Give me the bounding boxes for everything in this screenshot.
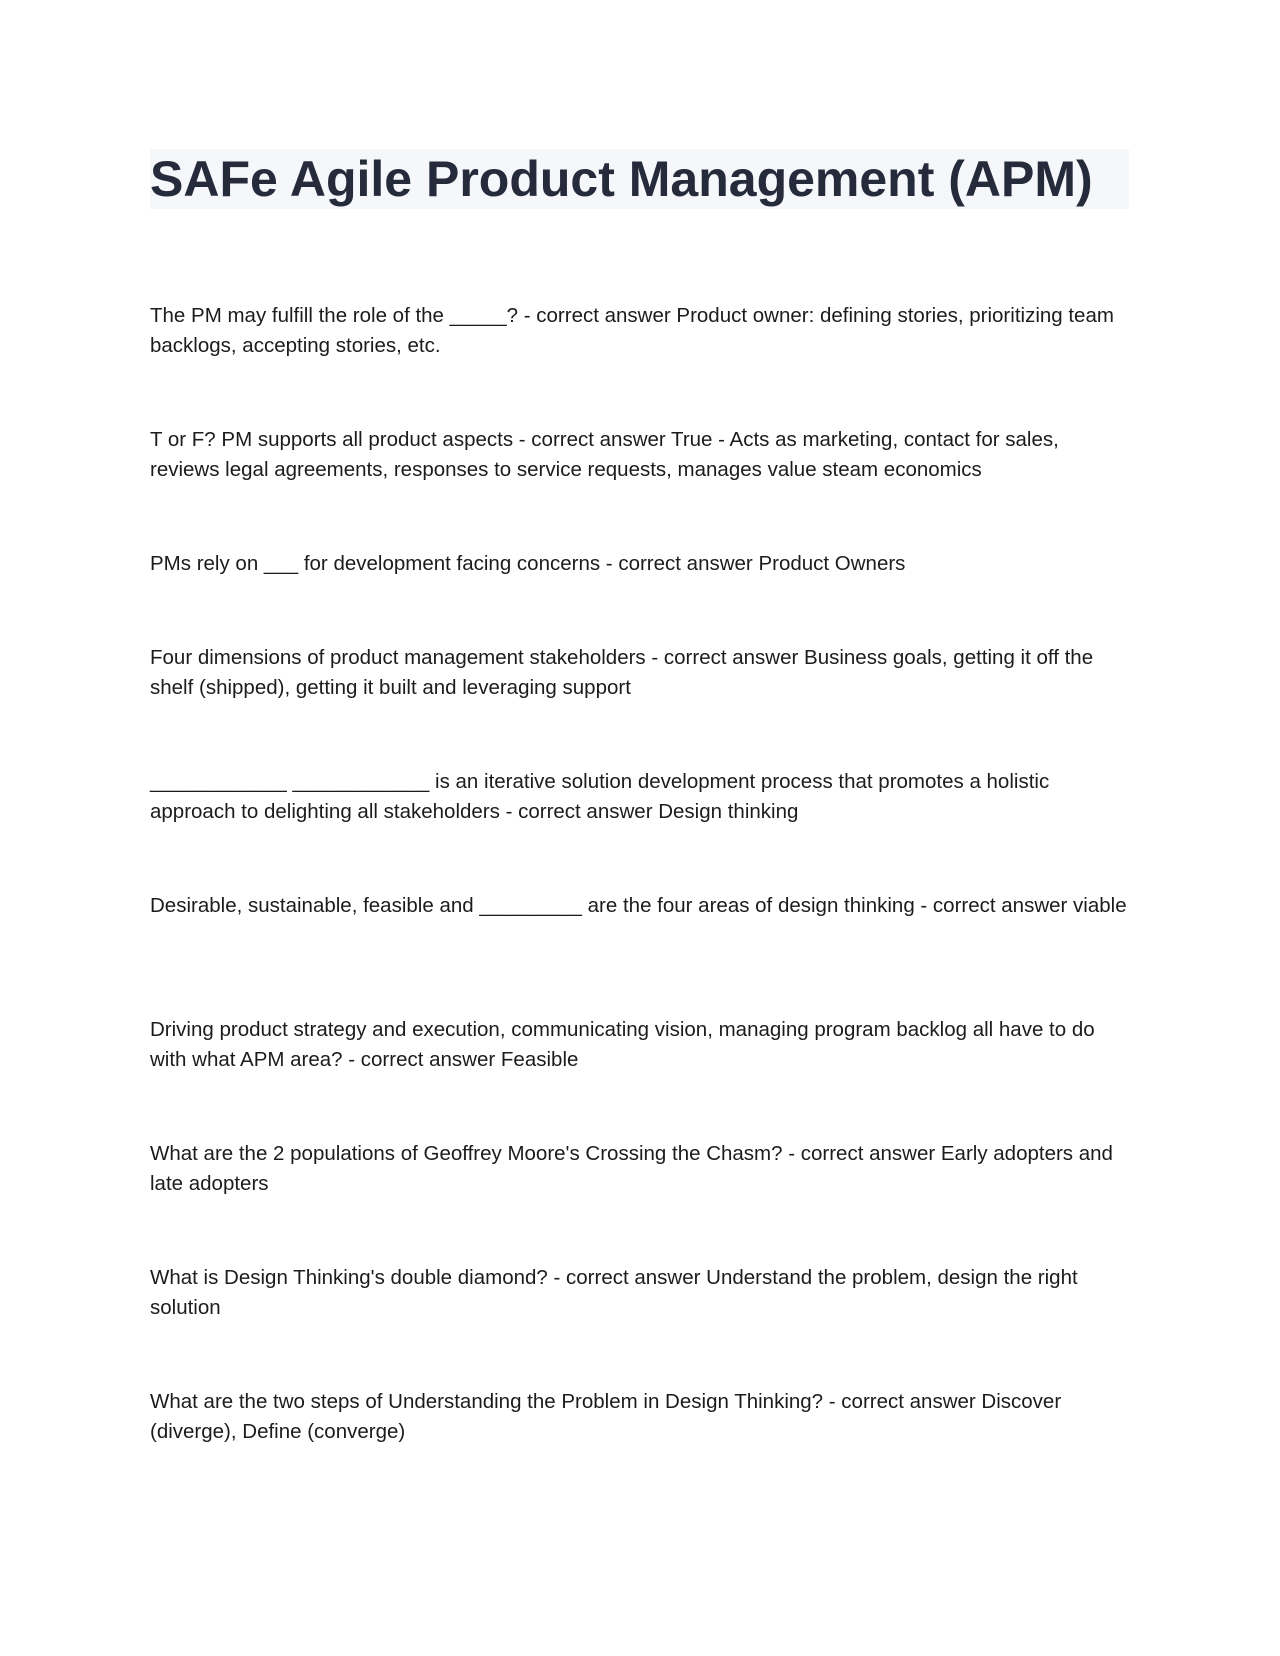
qa-item-10: What are the two steps of Understanding the Problem in Design Thinking? - correct answer Discover (diverge), Define (converge) bbox=[150, 1390, 1062, 1443]
qa-item-3: PMs rely on ___ for development facing concerns - correct answer Product Owners bbox=[150, 552, 906, 575]
qa-item-1: The PM may fulfill the role of the _____? - correct answer Product owner: defining stories, prioritizing team backlogs, accepting stories, etc. bbox=[150, 304, 1114, 357]
qa-item-4: Four dimensions of product management stakeholders - correct answer Business goals, getting it off the shelf (shipped), getting it built and leveraging support bbox=[150, 646, 1094, 699]
qa-item-5: ____________ ____________ is an iterative solution development process that promotes a holistic approach to delighting all stakeholders - correct answer Design thinking bbox=[150, 770, 1050, 823]
qa-item-2: T or F? PM supports all product aspects - correct answer True - Acts as marketing, contact for sales, reviews legal agreements, responses to service requests, manages value steam economics bbox=[150, 428, 1059, 481]
qa-item-9: What is Design Thinking's double diamond? - correct answer Understand the problem, design the right solution bbox=[150, 1266, 1078, 1319]
qa-item-6: Desirable, sustainable, feasible and _________ are the four areas of design thinking - correct answer viable bbox=[150, 894, 1127, 917]
qa-item-7: Driving product strategy and execution, communicating vision, managing program backlog all have to do with what APM area? - correct answer Feasible bbox=[150, 1018, 1095, 1071]
qa-item-8: What are the 2 populations of Geoffrey Moore's Crossing the Chasm? - correct answer Early adopters and late adopters bbox=[150, 1142, 1113, 1195]
document-title: SAFe Agile Product Management (APM) bbox=[150, 151, 1093, 207]
